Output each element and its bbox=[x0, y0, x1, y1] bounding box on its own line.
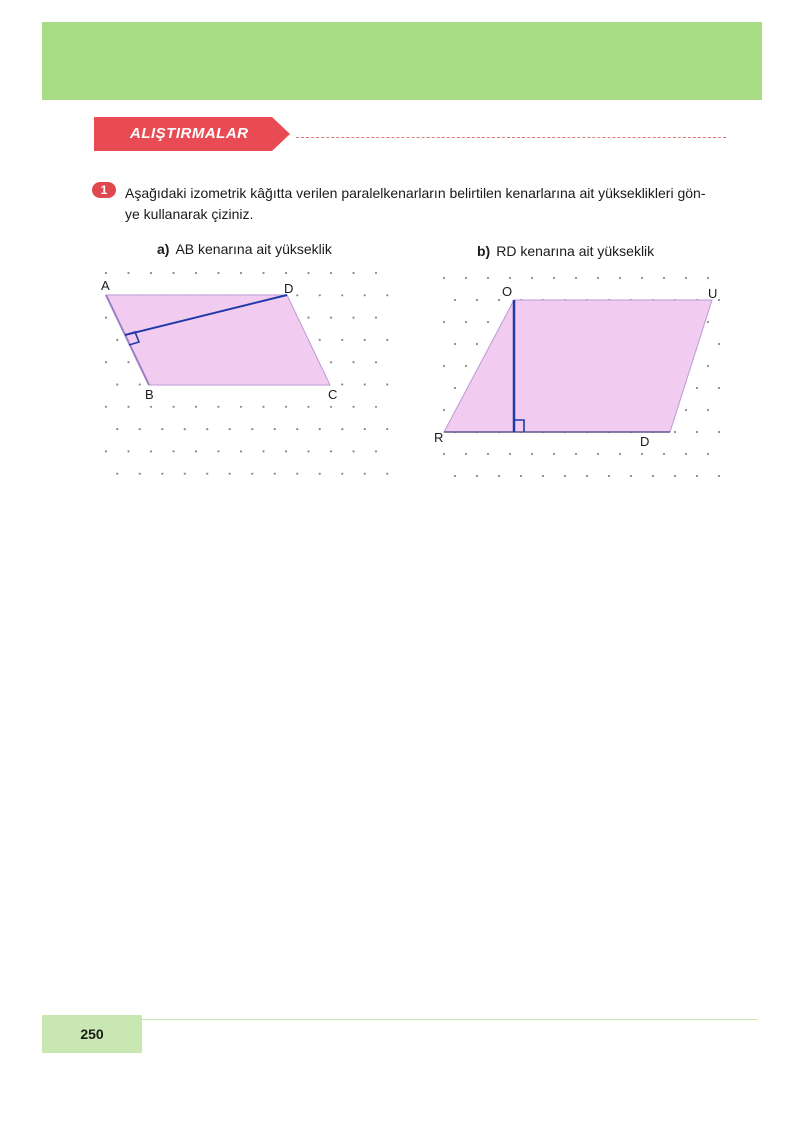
grid-dot bbox=[330, 450, 332, 452]
grid-dot bbox=[352, 317, 354, 319]
grid-dot bbox=[352, 361, 354, 363]
part-a-letter: a) bbox=[157, 241, 170, 257]
grid-dot bbox=[718, 343, 720, 345]
grid-dot bbox=[105, 317, 107, 319]
grid-dot bbox=[443, 277, 445, 279]
grid-dot bbox=[330, 406, 332, 408]
grid-dot bbox=[386, 428, 388, 430]
grid-dot bbox=[240, 272, 242, 274]
grid-dot bbox=[487, 321, 489, 323]
grid-dot bbox=[597, 453, 599, 455]
grid-dot bbox=[476, 343, 478, 345]
grid-dot bbox=[341, 383, 343, 385]
grid-dot bbox=[364, 428, 366, 430]
grid-dot bbox=[341, 294, 343, 296]
grid-dot bbox=[262, 272, 264, 274]
instruction-line-1: Aşağıdaki izometrik kâğıtta verilen paralelkenarların belirtilen kenarlarına ait yükseklikleri gön- bbox=[125, 185, 706, 201]
grid-dot bbox=[386, 383, 388, 385]
grid-dot bbox=[307, 450, 309, 452]
grid-dot bbox=[105, 450, 107, 452]
exercise-instruction bbox=[125, 183, 725, 225]
grid-dot bbox=[498, 299, 500, 301]
grid-dot bbox=[531, 277, 533, 279]
vertex-label-d-a: D bbox=[284, 281, 294, 296]
grid-dot bbox=[116, 383, 118, 385]
grid-dot bbox=[139, 383, 141, 385]
grid-dot bbox=[274, 428, 276, 430]
grid-dot bbox=[184, 428, 186, 430]
grid-dot bbox=[217, 272, 219, 274]
grid-dot bbox=[375, 317, 377, 319]
grid-dot bbox=[240, 406, 242, 408]
parallelogram-ourd bbox=[444, 300, 712, 432]
grid-dot bbox=[520, 475, 522, 477]
grid-dot bbox=[718, 387, 720, 389]
grid-dot bbox=[707, 321, 709, 323]
grid-dot bbox=[718, 431, 720, 433]
part-b-text: RD kenarına ait yükseklik bbox=[496, 243, 655, 259]
grid-dot bbox=[707, 409, 709, 411]
grid-dot bbox=[674, 475, 676, 477]
parallelogram-abcd bbox=[106, 295, 330, 385]
grid-dot bbox=[307, 406, 309, 408]
grid-dot bbox=[217, 450, 219, 452]
grid-dot bbox=[619, 453, 621, 455]
vertex-label-b: B bbox=[145, 387, 154, 402]
grid-dot bbox=[172, 272, 174, 274]
grid-dot bbox=[217, 406, 219, 408]
grid-dot bbox=[139, 473, 141, 475]
grid-dot bbox=[454, 343, 456, 345]
grid-dot bbox=[161, 473, 163, 475]
grid-dot bbox=[641, 453, 643, 455]
grid-dot bbox=[150, 406, 152, 408]
part-b-letter: b) bbox=[477, 243, 491, 259]
grid-dot bbox=[195, 406, 197, 408]
grid-dot bbox=[195, 450, 197, 452]
vertex-label-u: U bbox=[708, 286, 718, 301]
grid-dot bbox=[575, 277, 577, 279]
grid-dot bbox=[341, 428, 343, 430]
grid-dot bbox=[341, 339, 343, 341]
grid-dot bbox=[707, 277, 709, 279]
grid-dot bbox=[509, 453, 511, 455]
grid-dot bbox=[465, 365, 467, 367]
grid-dot bbox=[229, 428, 231, 430]
grid-dot bbox=[274, 473, 276, 475]
section-title: ALIŞTIRMALAR bbox=[130, 125, 249, 142]
grid-dot bbox=[251, 428, 253, 430]
grid-dot bbox=[597, 277, 599, 279]
grid-dot bbox=[509, 277, 511, 279]
grid-dot bbox=[206, 428, 208, 430]
grid-dot bbox=[127, 450, 129, 452]
grid-dot bbox=[285, 272, 287, 274]
grid-dot bbox=[476, 475, 478, 477]
grid-dot bbox=[386, 294, 388, 296]
grid-dot bbox=[443, 409, 445, 411]
section-divider bbox=[296, 137, 726, 138]
grid-dot bbox=[172, 406, 174, 408]
grid-dot bbox=[364, 383, 366, 385]
vertex-label-d-b: D bbox=[640, 434, 650, 449]
grid-dot bbox=[352, 406, 354, 408]
section-banner bbox=[94, 117, 290, 151]
grid-dot bbox=[319, 339, 321, 341]
grid-dot bbox=[465, 321, 467, 323]
grid-dot bbox=[465, 277, 467, 279]
grid-dot bbox=[443, 321, 445, 323]
grid-dot bbox=[364, 339, 366, 341]
vertex-label-o: O bbox=[502, 284, 513, 299]
grid-dot bbox=[127, 406, 129, 408]
grid-dot bbox=[487, 453, 489, 455]
grid-dot bbox=[364, 294, 366, 296]
grid-dot bbox=[685, 409, 687, 411]
instruction-line-2: ye kullanarak çiziniz. bbox=[125, 206, 254, 222]
grid-dot bbox=[454, 387, 456, 389]
grid-dot bbox=[696, 431, 698, 433]
grid-dot bbox=[307, 317, 309, 319]
grid-dot bbox=[674, 431, 676, 433]
grid-dot bbox=[172, 450, 174, 452]
grid-dot bbox=[262, 406, 264, 408]
grid-dot bbox=[454, 475, 456, 477]
grid-dot bbox=[619, 277, 621, 279]
footer-divider bbox=[142, 1019, 758, 1020]
grid-dot bbox=[487, 277, 489, 279]
grid-dot bbox=[195, 272, 197, 274]
grid-dot bbox=[127, 361, 129, 363]
grid-dot bbox=[206, 473, 208, 475]
grid-dot bbox=[630, 475, 632, 477]
grid-dot bbox=[352, 450, 354, 452]
grid-dot bbox=[718, 299, 720, 301]
grid-dot bbox=[553, 277, 555, 279]
grid-dot bbox=[229, 473, 231, 475]
grid-dot bbox=[707, 365, 709, 367]
grid-dot bbox=[330, 317, 332, 319]
figure-a-isometric-grid bbox=[90, 265, 390, 480]
figure-b-isometric-grid bbox=[430, 270, 730, 485]
grid-dot bbox=[150, 450, 152, 452]
grid-dot bbox=[105, 272, 107, 274]
grid-dot bbox=[685, 453, 687, 455]
grid-dot bbox=[127, 272, 129, 274]
grid-dot bbox=[575, 453, 577, 455]
grid-dot bbox=[375, 406, 377, 408]
grid-dot bbox=[718, 475, 720, 477]
grid-dot bbox=[285, 406, 287, 408]
grid-dot bbox=[663, 453, 665, 455]
grid-dot bbox=[251, 473, 253, 475]
page-number: 250 bbox=[80, 1026, 104, 1042]
part-a-text: AB kenarına ait yükseklik bbox=[175, 241, 332, 257]
grid-dot bbox=[150, 272, 152, 274]
exercise-number-badge: 1 bbox=[92, 182, 116, 198]
grid-dot bbox=[184, 473, 186, 475]
grid-dot bbox=[696, 475, 698, 477]
grid-dot bbox=[465, 453, 467, 455]
grid-dot bbox=[319, 428, 321, 430]
grid-dot bbox=[307, 272, 309, 274]
grid-dot bbox=[685, 277, 687, 279]
grid-dot bbox=[139, 428, 141, 430]
grid-dot bbox=[586, 475, 588, 477]
grid-dot bbox=[663, 277, 665, 279]
grid-dot bbox=[696, 387, 698, 389]
part-b-label bbox=[477, 243, 654, 259]
grid-dot bbox=[443, 453, 445, 455]
grid-dot bbox=[341, 473, 343, 475]
grid-dot bbox=[330, 272, 332, 274]
grid-dot bbox=[105, 406, 107, 408]
grid-dot bbox=[296, 473, 298, 475]
grid-dot bbox=[364, 473, 366, 475]
grid-dot bbox=[285, 450, 287, 452]
grid-dot bbox=[116, 339, 118, 341]
grid-dot bbox=[375, 450, 377, 452]
grid-dot bbox=[553, 453, 555, 455]
vertex-label-c: C bbox=[328, 387, 338, 402]
grid-dot bbox=[352, 272, 354, 274]
grid-dot bbox=[319, 294, 321, 296]
grid-dot bbox=[542, 475, 544, 477]
grid-dot bbox=[319, 473, 321, 475]
grid-dot bbox=[161, 428, 163, 430]
grid-dot bbox=[564, 475, 566, 477]
grid-dot bbox=[105, 361, 107, 363]
grid-dot bbox=[476, 299, 478, 301]
grid-dot bbox=[641, 277, 643, 279]
vertex-label-a: A bbox=[101, 278, 110, 293]
grid-dot bbox=[454, 299, 456, 301]
grid-dot bbox=[652, 475, 654, 477]
grid-dot bbox=[330, 361, 332, 363]
grid-dot bbox=[375, 272, 377, 274]
grid-dot bbox=[116, 473, 118, 475]
part-a-label bbox=[157, 241, 332, 257]
grid-dot bbox=[531, 453, 533, 455]
grid-dot bbox=[386, 339, 388, 341]
grid-dot bbox=[296, 428, 298, 430]
grid-dot bbox=[498, 475, 500, 477]
grid-dot bbox=[240, 450, 242, 452]
grid-dot bbox=[375, 361, 377, 363]
vertex-label-r: R bbox=[434, 430, 444, 445]
grid-dot bbox=[296, 294, 298, 296]
grid-dot bbox=[608, 475, 610, 477]
grid-dot bbox=[443, 365, 445, 367]
grid-dot bbox=[386, 473, 388, 475]
header-band bbox=[42, 22, 762, 100]
grid-dot bbox=[262, 450, 264, 452]
grid-dot bbox=[707, 453, 709, 455]
grid-dot bbox=[116, 428, 118, 430]
